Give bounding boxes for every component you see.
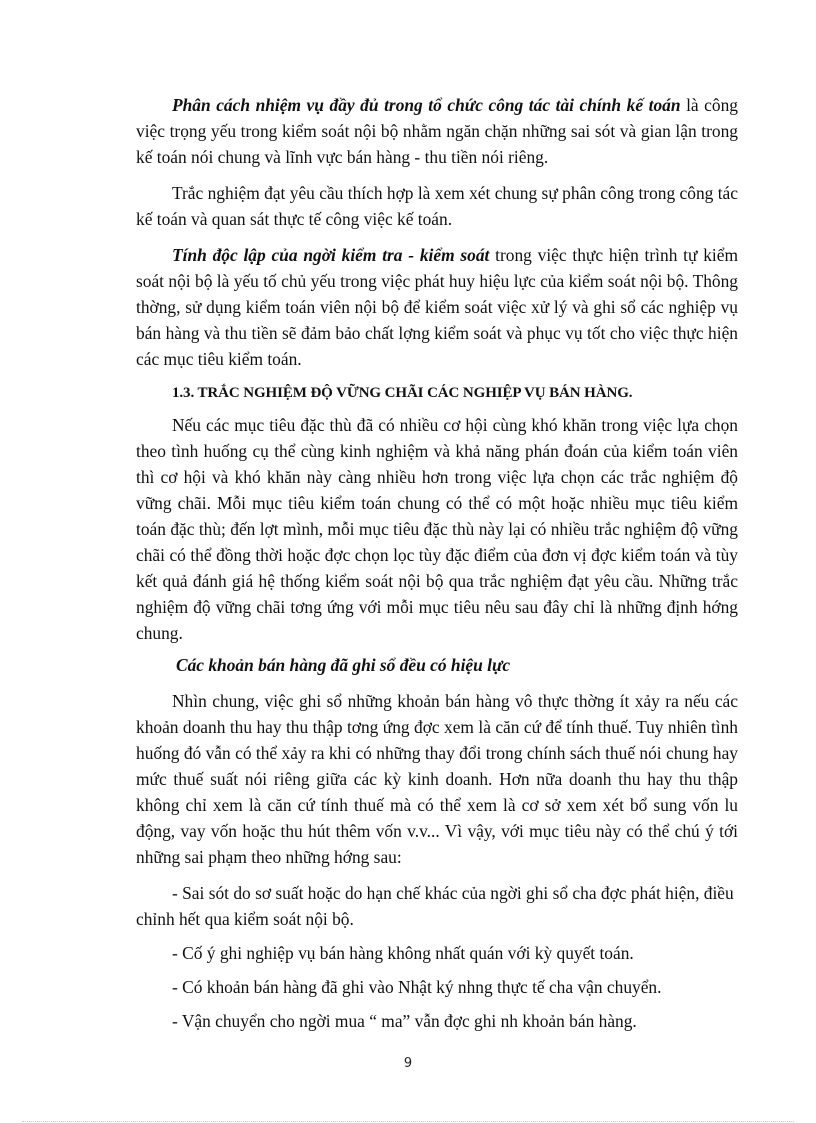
- section-heading: 1.3. TRẮC NGHIỆM ĐỘ VỮNG CHÃI CÁC NGHIỆP VỤ BÁN HÀNG.: [172, 385, 633, 401]
- page-number: 9: [403, 1056, 413, 1071]
- paragraph-segregation-of-duties: [136, 92, 738, 170]
- list-item: - Vận chuyển cho ngời mua “ ma” vẫn đợc ghi nh khoản bán hàng.: [172, 1011, 637, 1031]
- paragraph-compliance-test: Trắc nghiệm đạt yêu cầu thích hợp là xem xét chung sự phân công trong công tác kế toán và quan sát thực tế công việc kế toán.: [136, 183, 738, 229]
- paragraph-independence: [136, 242, 738, 372]
- paragraph-text: là công việc trọng yếu trong kiểm soát nội bộ nhằm ngăn chặn những sai sót và gian lận trong kế toán nói chung và lĩnh vực bán hàng - thu tiền nói riêng.: [136, 95, 738, 167]
- subsection-heading: Các khoản bán hàng đã ghi sổ đều có hiệu lực: [176, 655, 511, 675]
- list-item: - Sai sót do sơ suất hoặc do hạn chế khác của ngời ghi sổ cha đợc phát hiện, điều chỉnh hết qua kiểm soát nội bộ.: [136, 883, 734, 929]
- paragraph-validity: Nhìn chung, việc ghi sổ những khoản bán hàng vô thực thờng ít xảy ra nếu các khoản doanh thu hay thu thập tơng ứng đợc xem là căn cứ để tính thuế. Tuy nhiên tình huống đó vẫn có thể xảy ra khi có những thay đổi trong chính sách thuế nói chung hay mức thuế suất nói riêng giữa các kỳ kinh doanh. Hơn nữa doanh thu hay thu thập không chỉ xem là căn cứ tính thuế mà có thể xem là cơ sở xem xét bổ sung vốn lu động, vay vốn hoặc thu hút thêm vốn v.v... Vì vậy, với mục tiêu này có thể chú ý tới những sai phạm theo những hớng sau:: [136, 691, 738, 867]
- paragraph-text: trong việc thực hiện trình tự kiểm soát nội bộ là yếu tố chủ yếu trong việc phát huy hiệu lực của kiểm soát nội bộ. Thông thờng, sử dụng kiểm toán viên nội bộ để kiểm soát việc xử lý và ghi sổ các nghiệp vụ bán hàng và thu tiền sẽ đảm bảo chất lợng kiểm soát và phục vụ tốt cho việc thực hiện các mục tiêu kiểm toán.: [136, 245, 738, 369]
- paragraph-lead-emphasis: Tính độc lập của ngời kiểm tra - kiểm soát: [172, 245, 490, 265]
- list-item: - Cố ý ghi nghiệp vụ bán hàng không nhất quán với kỳ quyết toán.: [172, 943, 634, 963]
- paragraph-substantive-tests: Nếu các mục tiêu đặc thù đã có nhiều cơ hội cùng khó khăn trong việc lựa chọn theo tình huống cụ thể cùng kinh nghiệm và khả năng phán đoán của kiểm toán viên thì cơ hội và khó khăn này càng nhiều hơn trong việc lựa chọn các trắc nghiệm độ vững chãi. Mỗi mục tiêu kiểm toán chung có thể có một hoặc nhiều mục tiêu kiểm toán đặc thù; đến lợt mình, mỗi mục tiêu đặc thù này lại có nhiều trắc nghiệm độ vững chãi có thể đồng thời hoặc đợc chọn lọc tùy đặc điểm của đơn vị đợc kiểm toán và tùy kết quả đánh giá hệ thống kiểm soát nội bộ qua trắc nghiệm đạt yêu cầu. Những trắc nghiệm độ vững chãi tơng ứng với mỗi mục tiêu nêu sau đây chỉ là những định hớng chung.: [136, 415, 738, 643]
- document-page: [136, 92, 738, 1042]
- page-bottom-divider: [22, 1121, 794, 1122]
- paragraph-lead-emphasis: Phân cách nhiệm vụ đầy đủ trong tổ chức công tác tài chính kế toán: [172, 95, 681, 115]
- list-item: - Có khoản bán hàng đã ghi vào Nhật ký nhng thực tế cha vận chuyển.: [172, 977, 662, 997]
